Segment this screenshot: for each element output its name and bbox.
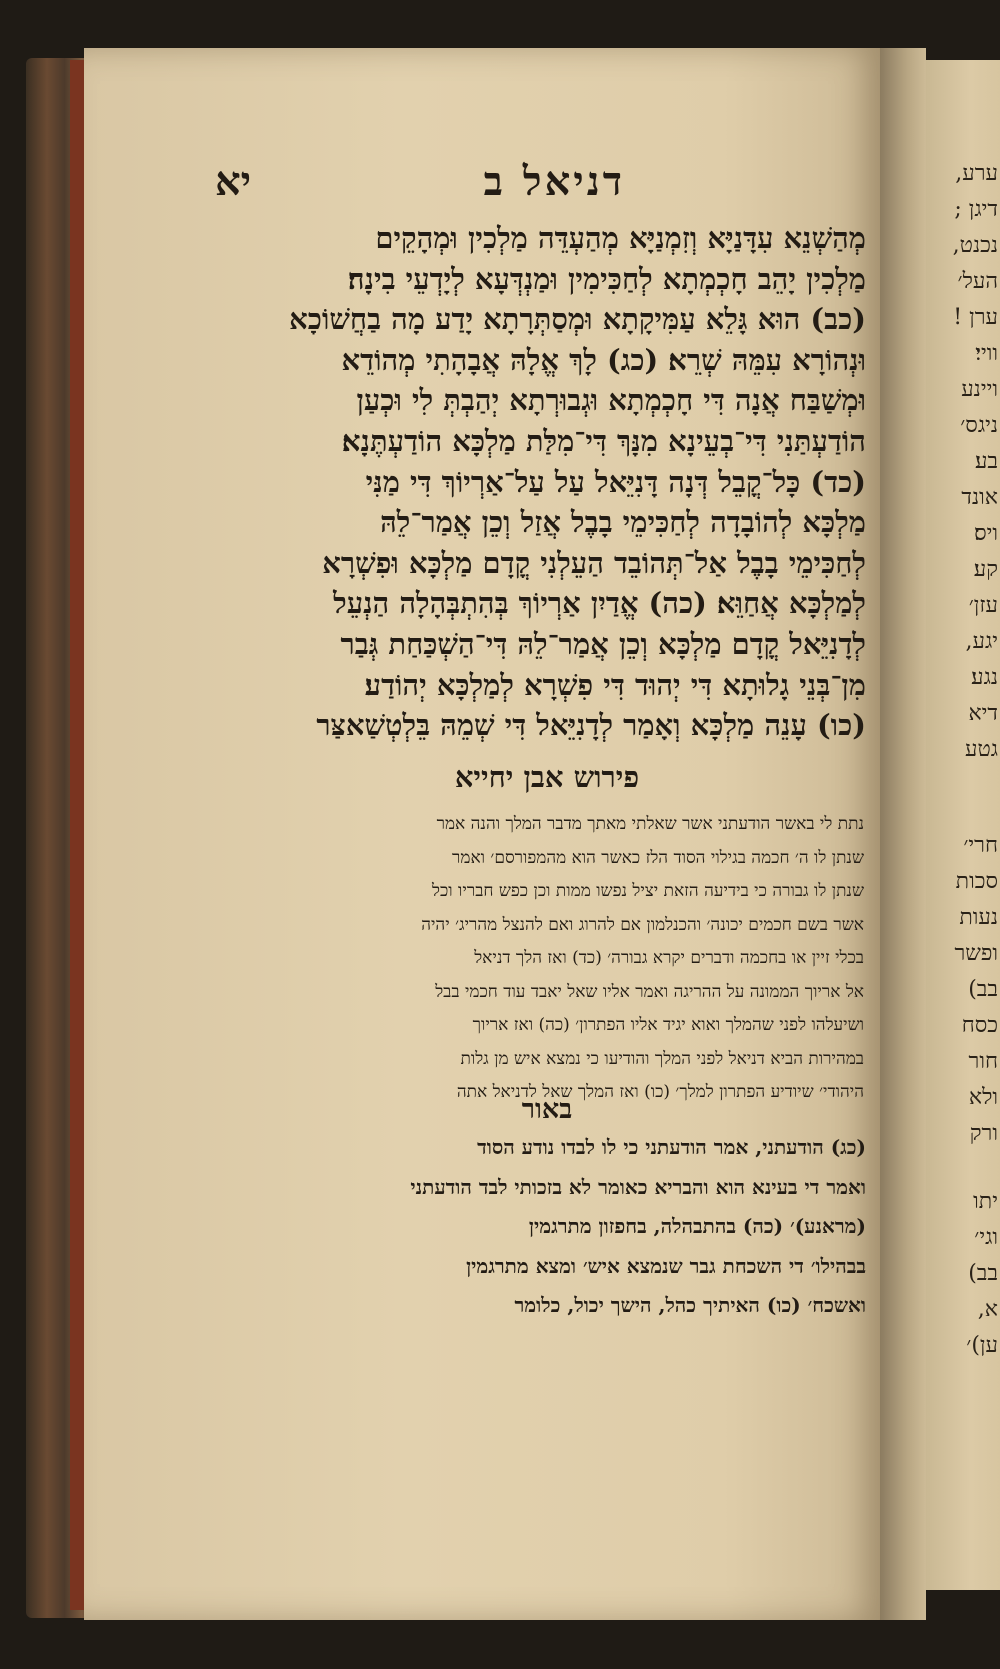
facing-page-fragment: ניגס׳ bbox=[960, 413, 998, 438]
scripture-line: וּנְהוֹרָא עִמֵּהּ שְׁרֵא׃ (כג) לָךְ אֱלָהּ אֲבָהָתִי מְהוֹדֵא bbox=[341, 342, 866, 377]
commentary-line: ושיעלהו לפני שהמלך ואוא יגיד אליו הפתרון׳ (כה) ואז אריוך bbox=[472, 1015, 864, 1035]
scripture-line: מְהַשְׁנֵא עִדָּנַיָּא וְזִמְנַיָּא מְהַעְדֵּה מַלְכִין וּמְהָקֵים bbox=[375, 221, 866, 255]
facing-page-fragment: ערע, bbox=[955, 161, 998, 186]
running-title: דניאל ב bbox=[483, 158, 625, 205]
scripture-line: (כד) כָּל־קֳבֵל דְּנָה דָּנִיֵּאל עַל עַל־אַרְיוֹךְ דִּי מַנִּי bbox=[365, 464, 866, 499]
facing-page-fragment: חרי׳ bbox=[963, 833, 998, 858]
scripture-line: וּמְשַׁבַּח אֲנָה דִּי חָכְמְתָא וּגְבוּרְתָא יְהַבְתְּ לִי וּכְעַן bbox=[356, 383, 866, 418]
commentary-line: שנתן לו גבורה כי בידיעה הזאת יציל נפשו ממות וכן כפש חבריו וכל bbox=[432, 881, 864, 901]
scripture-line: מַלְכָּא לְהוֹבָדָה לְחַכִּימֵי בָבֶל אֲזַל וְכֵן אֲמַר־לֵהּ bbox=[380, 505, 866, 540]
scripture-line: לְדָנִיֵּאל קֳדָם מַלְכָּא וְכֵן אֲמַר־לֵהּ דִּי־הַשְׁכַּחַת גְּבַר bbox=[340, 626, 866, 661]
commentary-line: שנתן לו ה׳ חכמה בגילוי הסוד הלז כאשר הוא מהמפורסם׳ ואמר bbox=[452, 847, 864, 868]
facing-page-fragment: יתו bbox=[973, 1189, 998, 1214]
beur-line: ואשכח׳ (כו) האיתיך כהל, הישך יכול, כלומר bbox=[514, 1293, 866, 1317]
scripture-line: (כב) הוּא גָּלֵא עַמִּיקָתָא וּמְסַתְּרָתָא יָדַע מָה בַחֲשׁוֹכָא bbox=[289, 302, 866, 337]
facing-page-fragment: דיא bbox=[968, 701, 998, 726]
facing-page-fragment: סכות bbox=[955, 869, 998, 894]
beur-text bbox=[218, 1128, 866, 1326]
beur-line: ואמר די בעינא הוא והבריא כאומר לא בזכותי לבד הודעתני bbox=[410, 1174, 866, 1199]
commentary-line: אשר בשם חכמים יכונה׳ והכנלמון אם להרוג ואם להנצל מהריג׳ יהיה bbox=[421, 914, 864, 935]
facing-page-fragment: העל׳ bbox=[957, 269, 998, 294]
facing-page-fragment: ולא bbox=[968, 1085, 998, 1110]
facing-page-fragment: דיגן ; bbox=[954, 197, 998, 222]
facing-page-fragment: נעות bbox=[959, 905, 998, 930]
scripture-line: מִן־בְּנֵי גָלוּתָא דִּי יְהוּד דִּי פִשְׁרָא לְמַלְכָּא יְהוֹדַע׃ bbox=[364, 667, 866, 702]
facing-page-fragment: נכנט, bbox=[952, 233, 998, 258]
facing-page-fragment: כסח bbox=[961, 1013, 998, 1038]
page-number: יא bbox=[215, 158, 252, 205]
book-spine-binding bbox=[70, 60, 84, 1610]
facing-page-fragment: בב) bbox=[968, 977, 998, 1002]
facing-page-fragment: ען)׳ bbox=[966, 1333, 998, 1358]
book-gutter bbox=[880, 48, 926, 1620]
commentary-line: אל אריוך הממונה על ההריגה ואמר אליו שאל יאבד עוד חכמי בבל bbox=[435, 981, 864, 1002]
facing-page-fragment: וגי׳ bbox=[974, 1225, 998, 1250]
beur-line: בבהילו׳ די השכחת גבר שנמצא איש׳ ומצא מתרגמין bbox=[466, 1253, 866, 1278]
beur-line: (כג) הודעתני, אמר הודעתני כי לו לבדו נודע הסוד bbox=[477, 1135, 866, 1159]
commentary-line: היהודי׳ שיודיע הפתרון למלך׳ (כו) ואז המלך שאל לדניאל אתה bbox=[456, 1082, 864, 1102]
facing-page-fragment: אונד bbox=[961, 485, 998, 510]
main-scripture-text bbox=[228, 218, 866, 746]
facing-page-fragment: בב) bbox=[968, 1261, 998, 1286]
commentary-line: בכלי זיין או בחכמה ודברים יקרא גבורה׳ (כד) ואז הלך דניאל bbox=[474, 948, 864, 968]
facing-page-fragment: ויינע bbox=[961, 377, 998, 402]
facing-page-fragment: ופשר bbox=[954, 941, 998, 966]
facing-page-fragment: א, bbox=[977, 1297, 998, 1322]
commentary-line: במהירות הביא דניאל לפני המלך והודיעו כי נמצא איש מן גלות bbox=[460, 1048, 864, 1069]
facing-page-fragment: נגע׃ bbox=[971, 665, 998, 690]
scripture-line: לְמַלְכָּא אֲחַוֵּא׃ (כה) אֱדַיִן אַרְיוֹךְ בְּהִתְבְּהָלָה הַנְעֵל bbox=[333, 586, 866, 621]
beur-title: באור bbox=[521, 1094, 573, 1125]
page-header bbox=[215, 158, 635, 208]
beur-line: (מראנע)׳ (כה) בהתבהלה, בחפזון מתרגמין bbox=[528, 1214, 866, 1238]
facing-page-fragment: בע׃ bbox=[974, 449, 998, 474]
scripture-line: (כו) עָנֵה מַלְכָּא וְאָמַר לְדָנִיֵּאל דִּי שְׁמֵהּ בֵּלְטְשַׁאצַּר bbox=[316, 708, 866, 743]
facing-page-fragment: יגע, bbox=[965, 629, 998, 654]
scripture-line: הוֹדַעְתַּנִי דִּי־בְעֵינָא מִנָּךְ דִּי־מִלַּת מַלְכָּא הוֹדַעְתֶּנָא׃ bbox=[341, 423, 866, 458]
commentary-text bbox=[218, 808, 864, 1110]
facing-page-fragment: ערן ! bbox=[953, 305, 998, 330]
facing-page-fragment: גטע bbox=[965, 737, 998, 762]
facing-page-edge bbox=[926, 60, 1000, 1590]
facing-page-fragment: חור bbox=[968, 1049, 998, 1074]
facing-page-fragment: עזן׳ bbox=[968, 593, 998, 618]
commentary-title: פירוש אבן יחייא bbox=[454, 760, 640, 794]
facing-page-fragment: קע׃ bbox=[973, 557, 998, 582]
facing-page-fragment: וויי׃ bbox=[975, 341, 998, 366]
facing-page-fragment: ויס׃ bbox=[974, 521, 998, 546]
scripture-line: לְחַכִּימֵי בָבֶל אַל־תְּהוֹבֵד הַעֵלְנִי קֳדָם מַלְכָּא וּפִשְׁרָא bbox=[322, 545, 866, 580]
commentary-line: נתת לי באשר הודעתני אשר שאלתי מאתך מדבר המלך והנה אמר bbox=[436, 814, 864, 834]
scripture-line: מַלְכִין יָהֵב חָכְמְתָא לְחַכִּימִין וּמַנְדְּעָא לְיָדְעֵי בִינָה׃ bbox=[347, 261, 866, 296]
facing-page-fragment: ורק bbox=[969, 1121, 998, 1146]
